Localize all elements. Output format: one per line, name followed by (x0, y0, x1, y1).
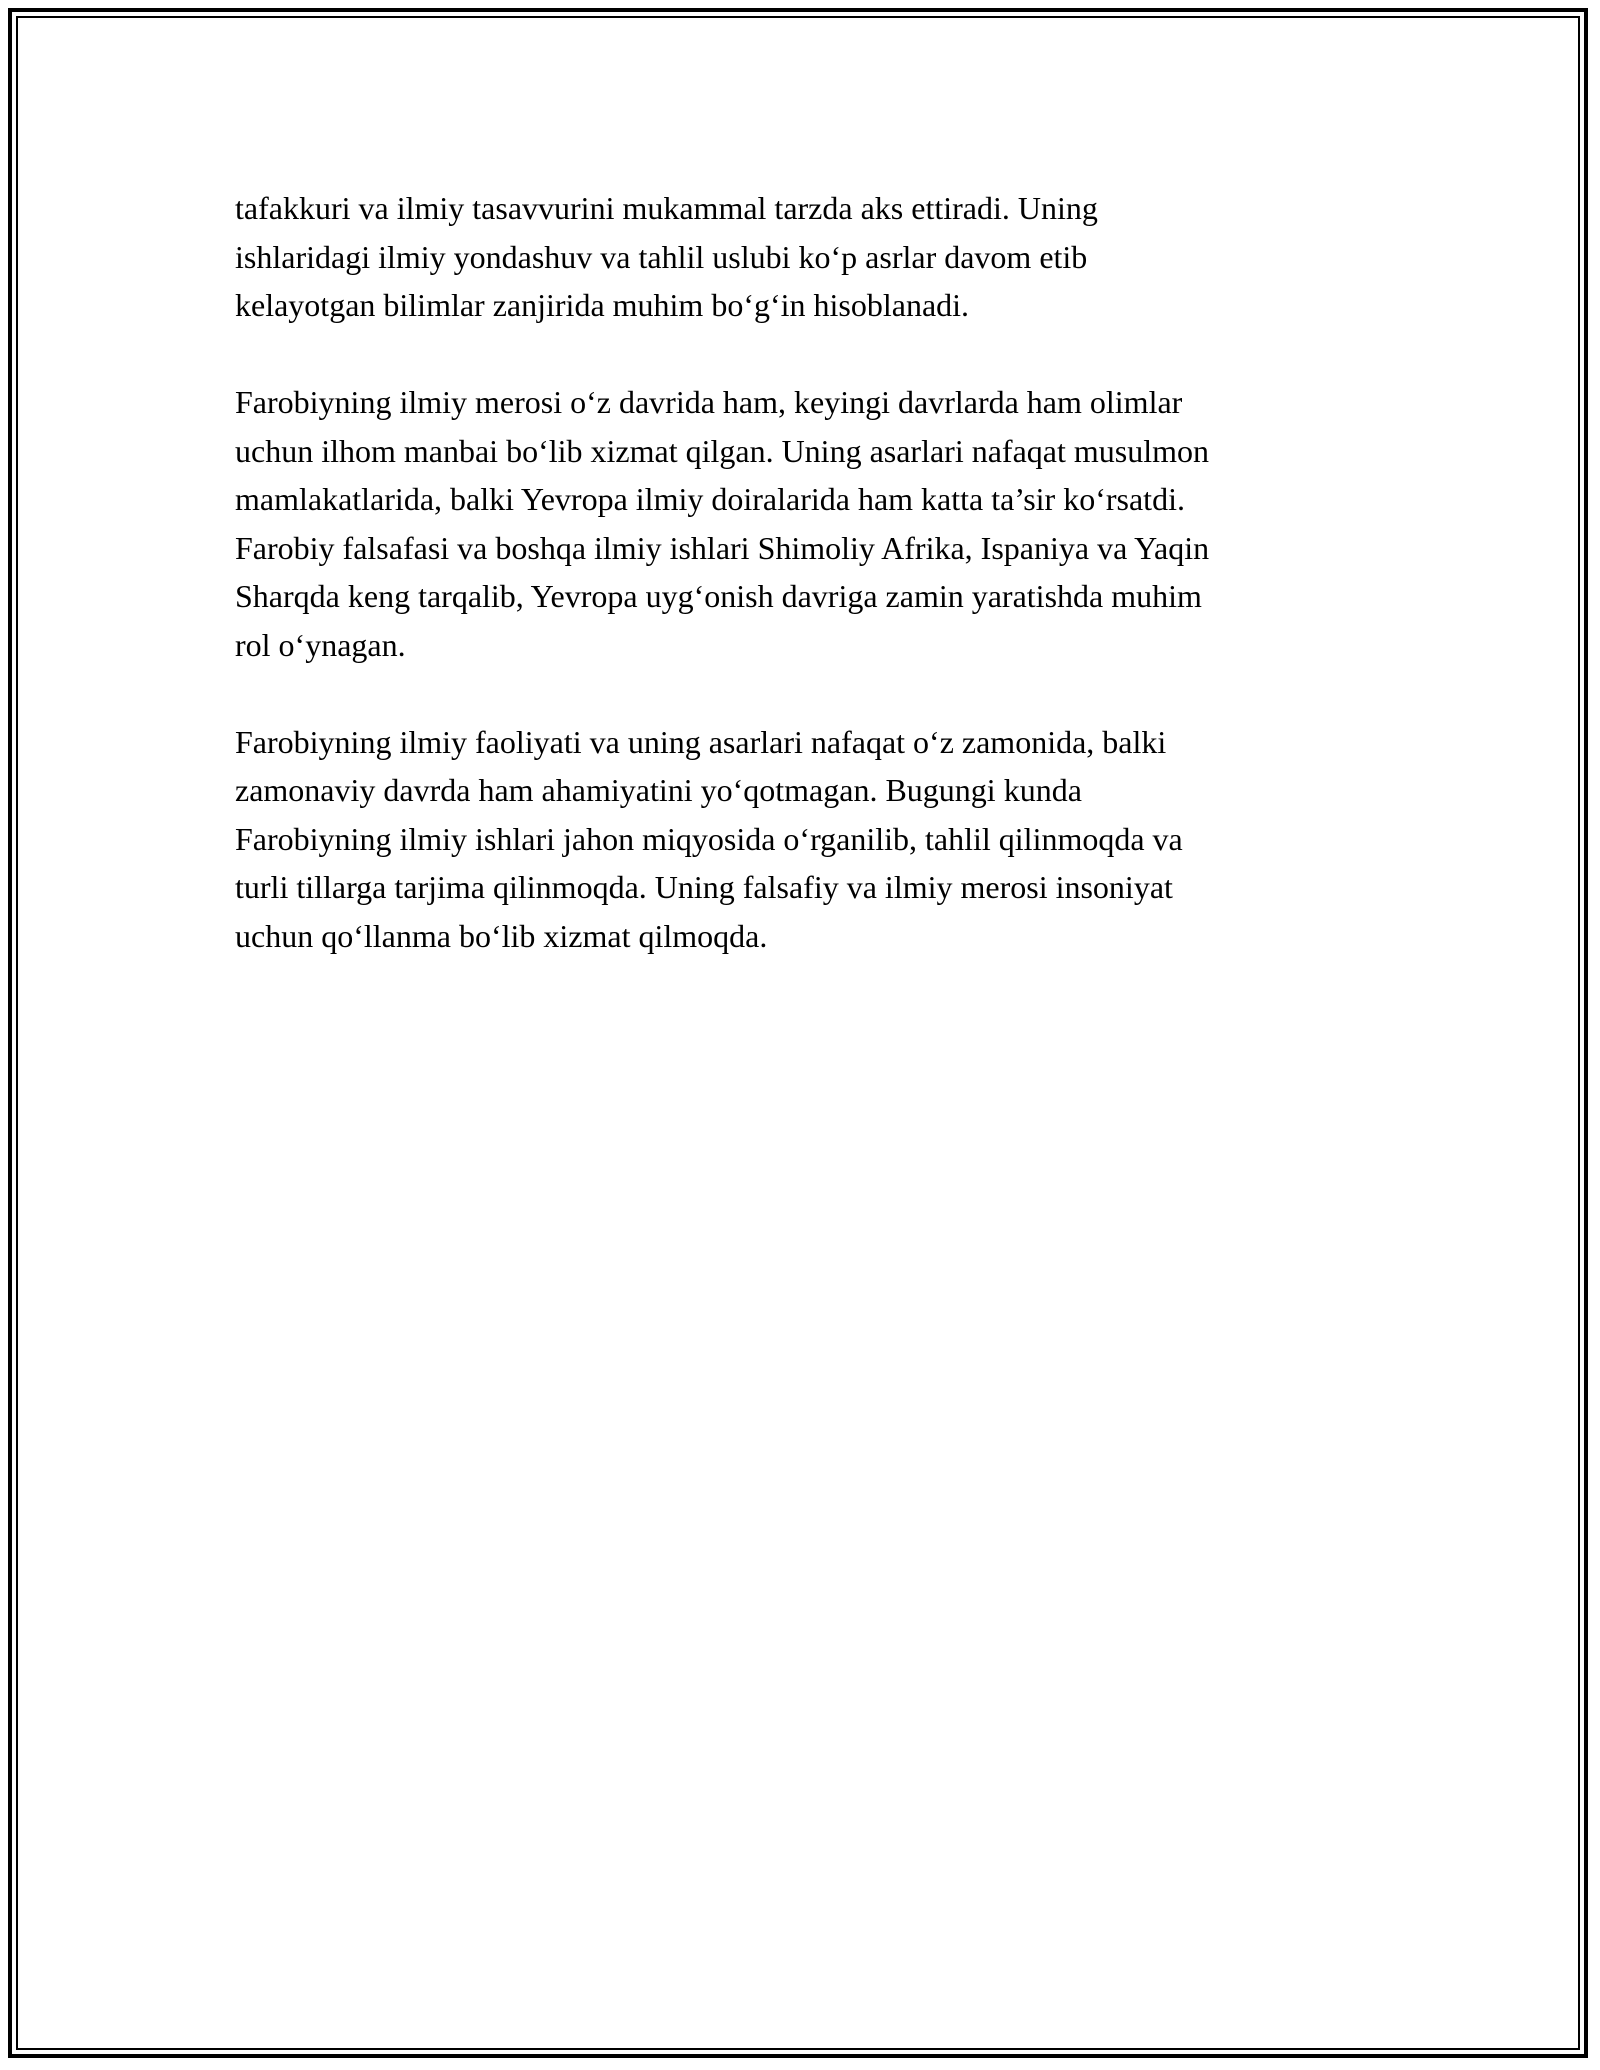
paragraph-2 (235, 378, 1385, 669)
text-line: tafakkuri va ilmiy tasavvurini mukammal tarzda aks ettiradi. Uning (235, 190, 1098, 226)
text-line: Farobiyning ilmiy merosi o‘z davrida ham, keyingi davrlarda ham olimlar (235, 384, 1183, 420)
text-line: zamonaviy davrda ham ahamiyatini yo‘qotmagan. Bugungi kunda (235, 772, 1082, 808)
text-line: Farobiy falsafasi va boshqa ilmiy ishlari Shimoliy Afrika, Ispaniya va Yaqin (235, 529, 1210, 566)
text-line: kelayotgan bilimlar zanjirida muhim bo‘g‘in hisoblanadi. (235, 287, 970, 323)
paragraph-3 (235, 718, 1385, 961)
text-line: Farobiyning ilmiy faoliyati va uning asarlari nafaqat o‘z zamonida, balki (235, 723, 1167, 760)
text-line: uchun qo‘llanma bo‘lib xizmat qilmoqda. (235, 917, 768, 954)
text-line: Sharqda keng tarqalib, Yevropa uyg‘onish davriga zamin yaratishda muhim (235, 578, 1202, 614)
text-line: turli tillarga tarjima qilinmoqda. Uning falsafiy va ilmiy merosi insoniyat (235, 869, 1173, 905)
text-line: ishlaridagi ilmiy yondashuv va tahlil uslubi ko‘p asrlar davom etib (235, 238, 1088, 275)
text-line: Farobiyning ilmiy ishlari jahon miqyosida o‘rganilib, tahlil qilinmoqda va (235, 820, 1183, 857)
text-line: mamlakatlarida, balki Yevropa ilmiy doiralarida ham katta ta’sir ko‘rsatdi. (235, 481, 1185, 517)
text-line: rol o‘ynagan. (235, 626, 406, 663)
document-body (235, 184, 1385, 1009)
text-line: uchun ilhom manbai bo‘lib xizmat qilgan. Uning asarlari nafaqat musulmon (235, 432, 1209, 469)
paragraph-1 (235, 184, 1385, 330)
